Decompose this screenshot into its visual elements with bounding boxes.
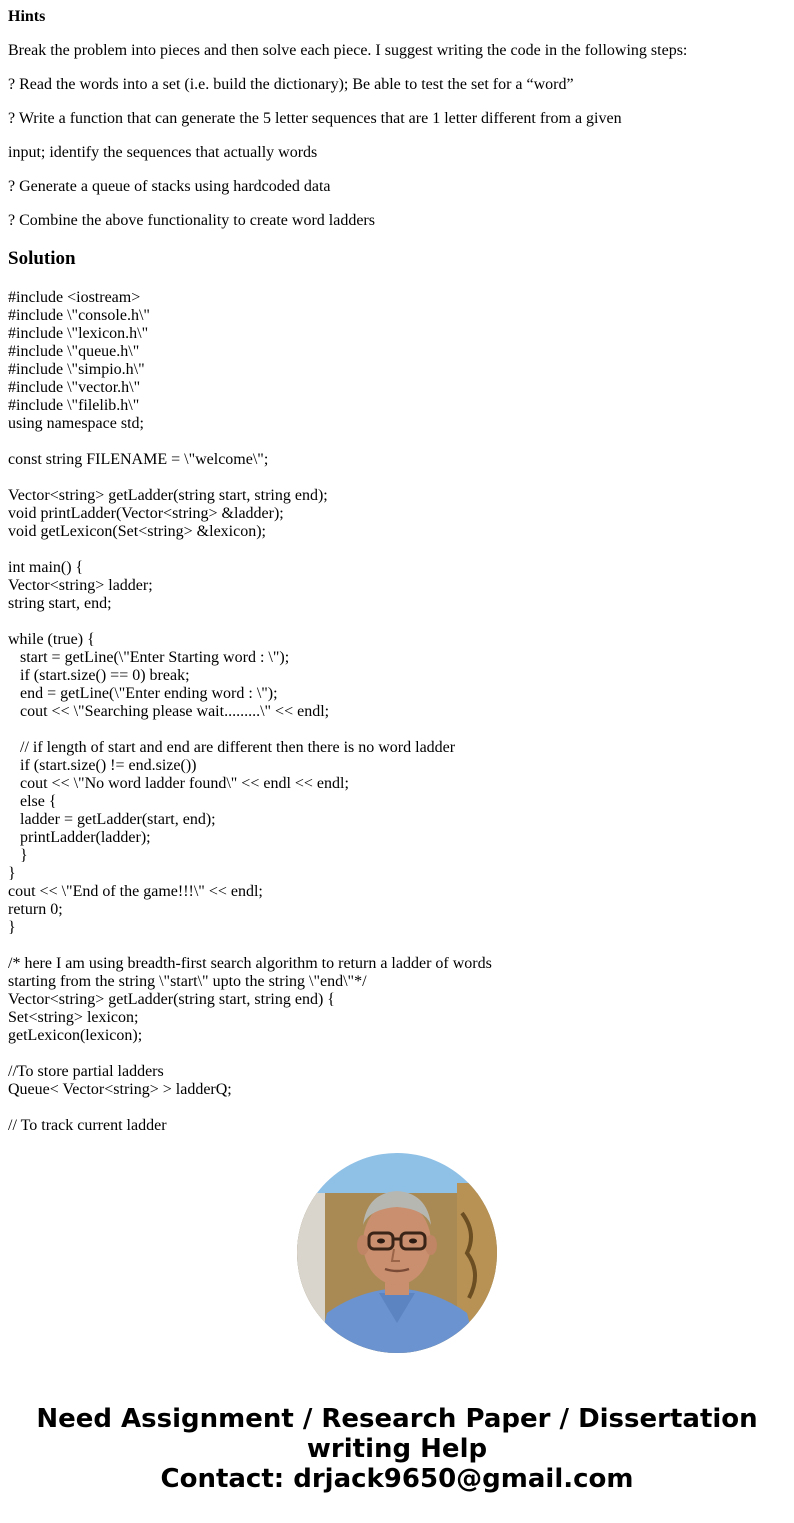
solution-heading: Solution <box>8 248 76 269</box>
code-line: const string FILENAME = \"welcome\"; <box>8 451 269 468</box>
code-line: #include <iostream> <box>8 289 141 306</box>
code-line: starting from the string \"start\" upto the string \"end\"*/ <box>8 973 367 990</box>
code-line: using namespace std; <box>8 415 144 432</box>
hints-paragraph: Break the problem into pieces and then solve each piece. I suggest writing the code in the following steps: <box>8 42 688 59</box>
hints-step: ? Write a function that can generate the 5 letter sequences that are 1 letter different from a given <box>8 110 622 127</box>
code-line: /* here I am using breadth-first search algorithm to return a ladder of words <box>8 955 492 972</box>
code-line: start = getLine(\"Enter Starting word : \"); <box>8 649 290 666</box>
author-portrait-image <box>297 1153 497 1353</box>
code-line: #include \"lexicon.h\" <box>8 325 149 342</box>
promo-banner <box>0 1404 794 1494</box>
hints-heading: Hints <box>8 8 46 25</box>
code-line: while (true) { <box>8 631 95 648</box>
code-line <box>8 721 786 739</box>
code-line: printLadder(ladder); <box>8 829 151 846</box>
code-line: #include \"console.h\" <box>8 307 150 324</box>
code-line: // if length of start and end are different then there is no word ladder <box>8 739 456 756</box>
code-line <box>8 1099 786 1117</box>
solution-code-block <box>8 289 786 1135</box>
document-body <box>8 0 786 1135</box>
code-line: } <box>8 847 28 864</box>
code-line <box>8 613 786 631</box>
promo-headline-continued: writing Help <box>306 1434 488 1464</box>
code-line <box>8 433 786 451</box>
code-line: void printLadder(Vector<string> &ladder); <box>8 505 284 522</box>
author-avatar <box>297 1153 497 1353</box>
code-line: cout << \"Searching please wait.........\" << endl; <box>8 703 330 720</box>
code-line: } <box>8 919 16 936</box>
hints-step-continuation: input; identify the sequences that actually words <box>8 144 318 161</box>
code-line: #include \"filelib.h\" <box>8 397 140 414</box>
code-line: Queue< Vector<string> > ladderQ; <box>8 1081 232 1098</box>
code-line: cout << \"End of the game!!!\" << endl; <box>8 883 263 900</box>
code-line: ladder = getLadder(start, end); <box>8 811 216 828</box>
code-line: void getLexicon(Set<string> &lexicon); <box>8 523 266 540</box>
code-line: } <box>8 865 16 882</box>
code-line: #include \"simpio.h\" <box>8 361 145 378</box>
hints-step: ? Generate a queue of stacks using hardcoded data <box>8 178 331 195</box>
code-line <box>8 937 786 955</box>
code-line: getLexicon(lexicon); <box>8 1027 143 1044</box>
code-line <box>8 1045 786 1063</box>
hints-section <box>8 42 786 230</box>
hints-step: ? Combine the above functionality to create word ladders <box>8 212 375 229</box>
code-line: Vector<string> getLadder(string start, string end) { <box>8 991 335 1008</box>
promo-contact: Contact: drjack9650@gmail.com <box>160 1464 634 1494</box>
code-line: Vector<string> getLadder(string start, string end); <box>8 487 328 504</box>
hints-step: ? Read the words into a set (i.e. build the dictionary); Be able to test the set for a “word” <box>8 76 574 93</box>
code-line: cout << \"No word ladder found\" << endl << endl; <box>8 775 349 792</box>
code-line: int main() { <box>8 559 84 576</box>
code-line: Set<string> lexicon; <box>8 1009 139 1026</box>
code-line <box>8 469 786 487</box>
code-line: Vector<string> ladder; <box>8 577 153 594</box>
code-line: #include \"queue.h\" <box>8 343 140 360</box>
code-line: return 0; <box>8 901 63 918</box>
code-line: if (start.size() != end.size()) <box>8 757 197 774</box>
code-line: if (start.size() == 0) break; <box>8 667 190 684</box>
code-line: #include \"vector.h\" <box>8 379 141 396</box>
code-line: else { <box>8 793 57 810</box>
code-line: end = getLine(\"Enter ending word : \"); <box>8 685 278 702</box>
code-line: //To store partial ladders <box>8 1063 164 1080</box>
code-line <box>8 541 786 559</box>
code-line: // To track current ladder <box>8 1117 167 1134</box>
code-line: string start, end; <box>8 595 112 612</box>
promo-headline: Need Assignment / Research Paper / Dissertation <box>36 1404 758 1434</box>
